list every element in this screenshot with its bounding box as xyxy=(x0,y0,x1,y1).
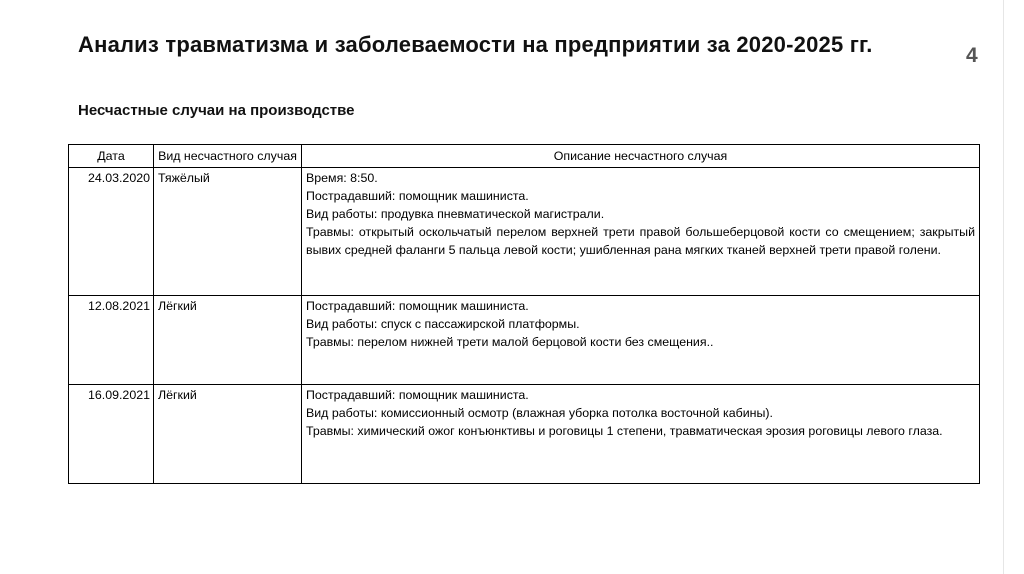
description-line: Время: 8:50. xyxy=(306,171,378,185)
page-title: Анализ травматизма и заболеваемости на предприятии за 2020-2025 гг. xyxy=(78,32,873,57)
cell-date: 24.03.2020 xyxy=(69,168,154,296)
description-line: Пострадавший: помощник машиниста. xyxy=(306,189,529,203)
page-number: 4 xyxy=(966,44,978,67)
description-line: Вид работы: продувка пневматической магистрали. xyxy=(306,207,605,221)
description-line: Травмы: перелом нижней трети малой берцовой кости без смещения.. xyxy=(306,335,714,349)
description-line: Травмы: химический ожог конъюнктивы и роговицы 1 степени, травматическая эрозия роговицы левого глаза. xyxy=(306,424,943,438)
cell-date: 16.09.2021 xyxy=(69,385,154,484)
description-line: Вид работы: спуск с пассажирской платформы. xyxy=(306,317,580,331)
cell-type: Тяжёлый xyxy=(154,168,302,296)
table-header-row xyxy=(69,145,980,168)
table-row xyxy=(69,296,980,385)
cell-description xyxy=(302,385,980,484)
cell-date: 12.08.2021 xyxy=(69,296,154,385)
table-row xyxy=(69,168,980,296)
header-type: Вид несчастного случая xyxy=(154,145,302,168)
cell-description xyxy=(302,168,980,296)
description-line: Вид работы: комиссионный осмотр (влажная уборка потолка восточной кабины). xyxy=(306,406,773,420)
table-row xyxy=(69,385,980,484)
header-date: Дата xyxy=(69,145,154,168)
description-line: Травмы: открытый оскольчатый перелом верхней трети правой большеберцовой кости со смещением; закрытый вывих средней фаланги 5 пальца левой кости; ушибленная рана мягких тканей верхней трети правой голени. xyxy=(306,225,975,257)
slide-right-edge xyxy=(1003,0,1024,574)
cell-type: Лёгкий xyxy=(154,296,302,385)
section-subtitle: Несчастные случаи на производстве xyxy=(78,102,355,119)
header-description: Описание несчастного случая xyxy=(302,145,980,168)
description-line: Пострадавший: помощник машиниста. xyxy=(306,299,529,313)
description-line: Пострадавший: помощник машиниста. xyxy=(306,388,529,402)
cell-type: Лёгкий xyxy=(154,385,302,484)
cell-description xyxy=(302,296,980,385)
incidents-table xyxy=(68,144,980,484)
